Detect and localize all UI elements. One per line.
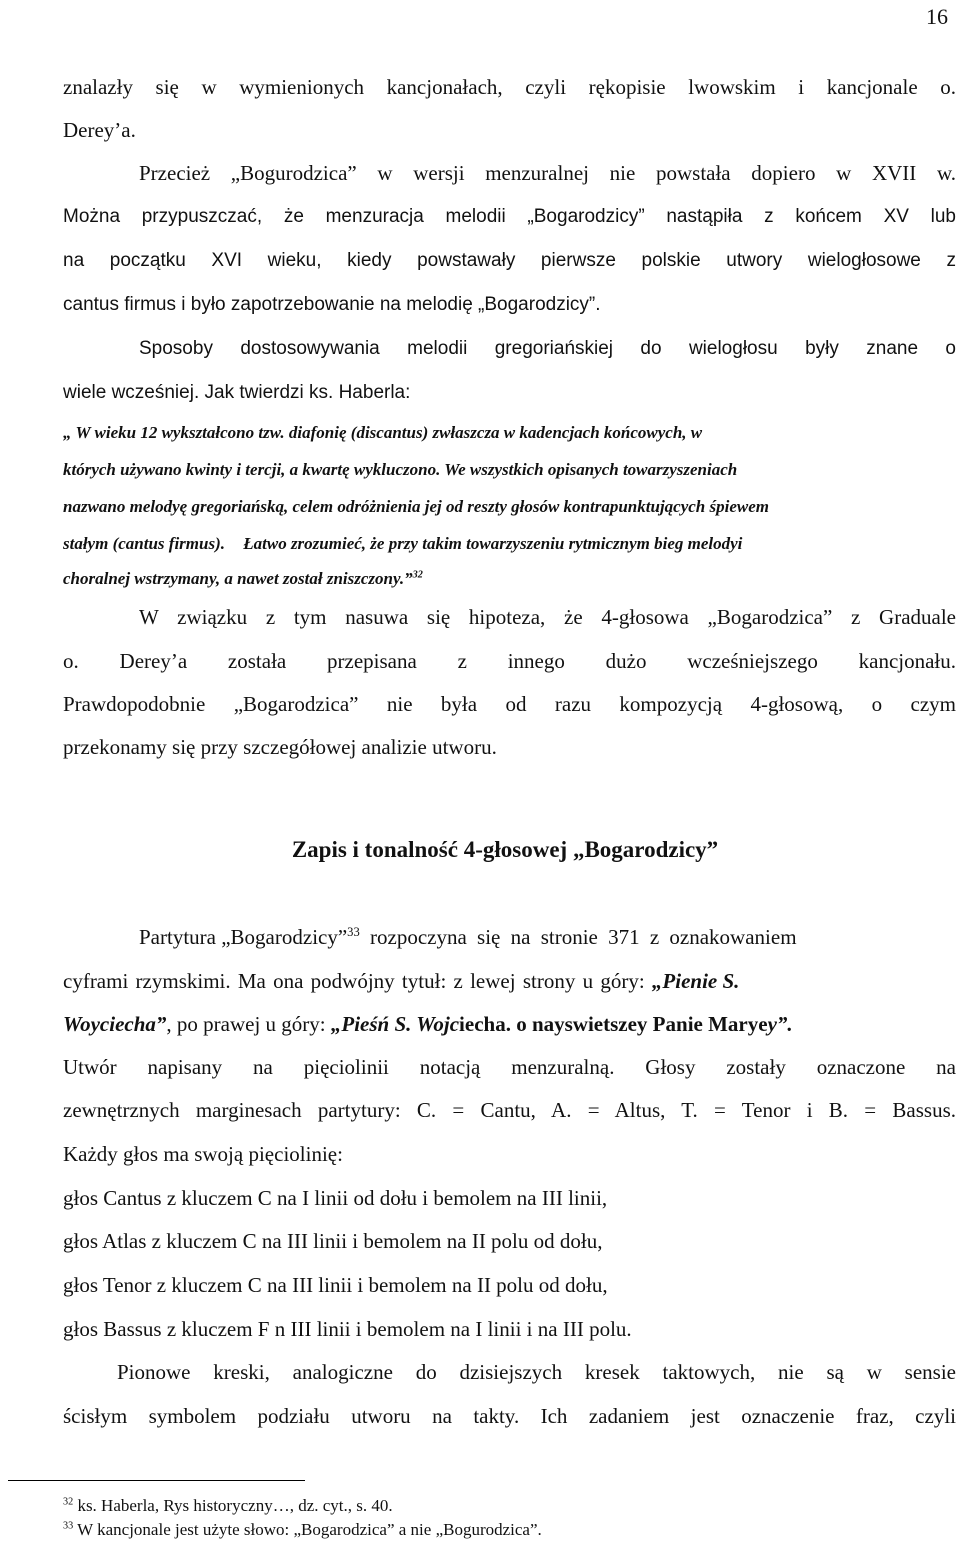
text-line: przekonamy się przy szczegółowej analizie utworu. xyxy=(63,735,497,759)
text-line: Każdy głos ma swoją pięciolinię: xyxy=(63,1142,343,1166)
text-span: Partytura „Bogarodzicy” xyxy=(139,925,348,949)
footnote-text: W kancjonale jest użyte słowo: „Bogarodzica” a nie „Bogurodzica”. xyxy=(73,1520,542,1539)
voice-item: głos Atlas z kluczem C na III linii i bemolem na II polu od dołu, xyxy=(63,1229,603,1253)
text-line xyxy=(139,923,956,951)
voice-item: głos Bassus z kluczem F n III linii i bemolem na I linii i na III polu. xyxy=(63,1317,632,1341)
quote-line xyxy=(63,565,956,593)
text-line: Utwór napisany na pięciolinii notacją menzuralną. Głosy zostały oznaczone na xyxy=(63,1055,956,1079)
text-line: W związku z tym nasuwa się hipoteza, że 4-głosowa „Bogarodzica” z Graduale xyxy=(139,605,956,629)
quote-text: choralnej wstrzymany, a nawet został zniszczony.” xyxy=(63,569,413,588)
text-span: cyframi rzymskimi. Ma ona podwójny tytuł: z lewej strony u góry: xyxy=(63,969,652,993)
text-line: o. Derey’a została przepisana z innego dużo wcześniejszego kancjonału. xyxy=(63,649,956,673)
footnote-divider xyxy=(8,1480,305,1481)
text-span: „Pieśń S. Wojc xyxy=(330,1012,460,1036)
text-span: Woyciecha” xyxy=(63,1012,167,1036)
quote-line: których używano kwinty i tercji, a kwartę wykluczono. We wszystkich opisanych towarzyszeniach xyxy=(63,460,738,479)
text-line: na początku XVI wieku, kiedy powstawały pierwsze polskie utwory wielogłosowe z xyxy=(63,250,956,271)
text-span: iecha. o nayswietszey Panie Marye xyxy=(459,1012,768,1036)
text-line: Można przypuszczać, że menzuracja melodii „Bogarodzicy” nastąpiła z końcem XV lub xyxy=(63,206,956,227)
footnote-number: 32 xyxy=(63,1496,74,1508)
quote-line xyxy=(63,530,956,558)
footnote-ref: 33 xyxy=(347,925,360,939)
text-line: ścisłym symbolem podziału utworu na takty. Ich zadaniem jest oznaczenie fraz, czyli xyxy=(63,1404,956,1428)
text-line: cantus firmus i było zapotrzebowanie na melodię „Bogarodzicy”. xyxy=(63,294,601,315)
text-line: Pionowe kreski, analogiczne do dzisiejszych kresek taktowych, nie są w sensie xyxy=(117,1360,956,1384)
page-number: 16 xyxy=(926,4,948,29)
text-span: y”. xyxy=(767,1012,793,1036)
footnote-ref: 32 xyxy=(412,569,423,581)
text-span: „Pienie S. xyxy=(651,969,740,993)
text-line: znalazły się w wymienionych kancjonałach, czyli rękopisie lwowskim i kancjonale o. xyxy=(63,75,956,99)
text-line: Derey’a. xyxy=(63,118,136,142)
text-line: Przecież „Bogurodzica” w wersji menzuralnej nie powstała dopiero w XVII w. xyxy=(139,161,956,185)
text-line xyxy=(63,1010,956,1038)
quote-line: nazwano melodyę gregoriańską, celem odróżnienia jej od reszty głosów kontrapunktujących śpiewem xyxy=(63,497,769,516)
quote-text: Łatwo zrozumieć, że przy takim towarzyszeniu rytmicznym bieg melodyi xyxy=(243,534,743,553)
voice-item: głos Tenor z kluczem C na III linii i bemolem na II polu od dołu, xyxy=(63,1273,608,1297)
text-line: Sposoby dostosowywania melodii gregoriańskiej do wielogłosu były znane o xyxy=(139,338,956,359)
text-line: wiele wcześniej. Jak twierdzi ks. Haberla: xyxy=(63,382,411,403)
footnote-text: ks. Haberla, Rys historyczny…, dz. cyt., s. 40. xyxy=(73,1496,393,1515)
text-line xyxy=(63,967,956,995)
quote-line: „ W wieku 12 wykształcono tzw. diafonię (discantus) zwłaszcza w kadencjach końcowych, w xyxy=(63,423,703,442)
text-span: , po prawej u góry: xyxy=(166,1012,331,1036)
voice-item: głos Cantus z kluczem C na I linii od dołu i bemolem na III linii, xyxy=(63,1186,608,1210)
text-line: Prawdopodobnie „Bogarodzica” nie była od razu kompozycją 4-głosową, o czym xyxy=(63,692,956,716)
quote-text: stałym (cantus firmus). xyxy=(63,534,225,553)
footnote xyxy=(63,1495,393,1517)
text-span: rozpoczyna się na stronie 371 z oznakowaniem xyxy=(359,925,797,949)
text-line: zewnętrznych marginesach partytury: C. = Cantu, A. = Altus, T. = Tenor i B. = Bassus. xyxy=(63,1098,956,1122)
footnote xyxy=(63,1519,542,1541)
footnote-number: 33 xyxy=(63,1520,74,1532)
section-heading: Zapis i tonalność 4-głosowej „Bogarodzicy” xyxy=(291,837,719,862)
